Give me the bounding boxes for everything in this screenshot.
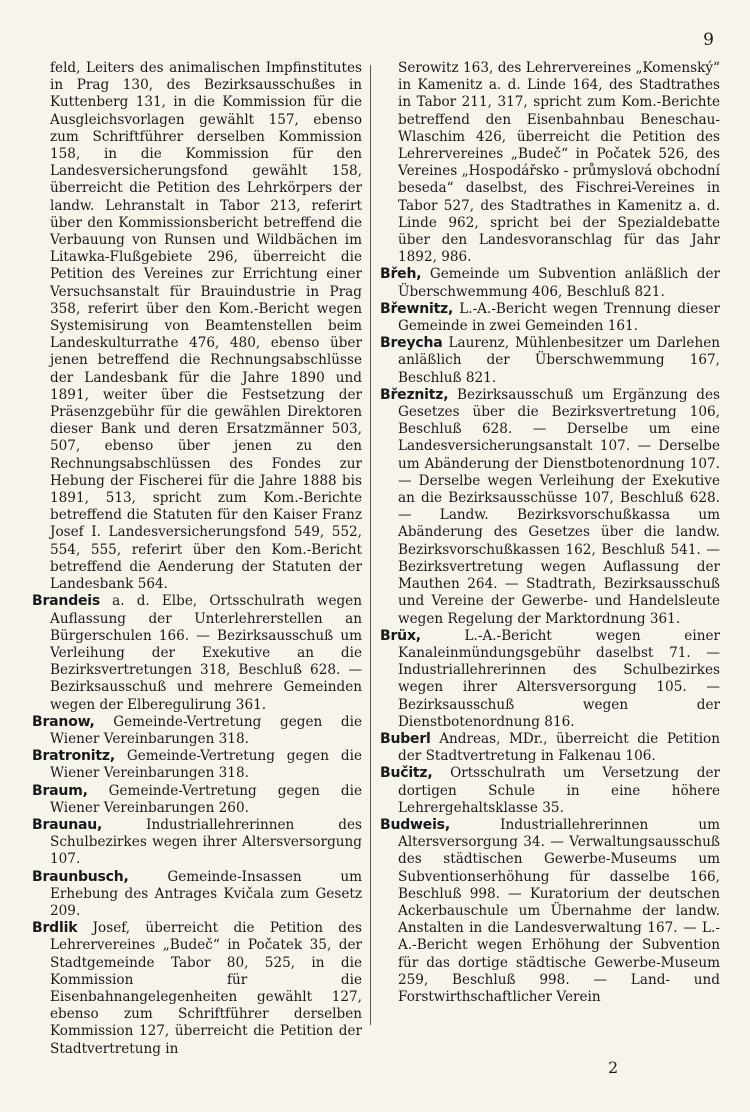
index-entry: [380, 335, 720, 387]
entry-text: Ortsschulrath um Versetzung der dortigen Schule in eine höhere Lehrergehaltsklasse 35.: [398, 765, 720, 816]
entry-text: Gemeinde um Subvention anläßlich der Überschwemmung 406, Beschluß 821.: [398, 266, 720, 300]
entry-heading: Bučitz,: [380, 765, 433, 782]
entry-heading: Březnitz,: [380, 386, 449, 403]
entry-heading: Brdlik: [32, 920, 78, 937]
entry-text: Industriallehrerinnen um Altersversorgung 34. — Verwaltungsausschuß des städtischen Gewerbe-Museums um Subventionserhöhung für dasselbe 166, Beschluß 998. — Kuratorium der deutschen Ackerbauschule um Übernahme der landw. Anstalten in die Landesverwaltung 167. — L.-A.-Bericht wegen Erhöhung der Subvention für das dortige städtische Gewerbe-Museum 259, Beschluß 998. — Land- und Forstwirthschaftlicher Verein: [398, 816, 720, 1005]
entry-heading: Braunau,: [32, 816, 103, 833]
entry-text: L.-A.-Bericht wegen einer Kanaleinmündungsgebühr daselbst 71. — Industriallehrerinnen des Schulbezirkes wegen ihrer Altersversorgung 105. — Bezirksausschuß wegen der Dienstbotenordnung 816.: [398, 627, 720, 730]
entry-heading: Braunbusch,: [32, 868, 129, 885]
index-entry: [32, 869, 362, 921]
entry-heading: Budweis,: [380, 816, 450, 833]
entry-heading: Břeh,: [380, 266, 422, 283]
index-entry: [380, 817, 720, 1006]
entry-text: Industriallehrerinnen des Schulbezirkes wegen ihrer Altersversorgung 107.: [50, 816, 362, 868]
continuation-entry: Serowitz 163, des Lehrervereines „Komenský“ in Kamenitz a. d. Linde 164, des Stadtrathes in Tabor 211, 317, spricht zum Kom.-Berichte betreffend den Eisenbahnbau Beneschau-Wlaschim 426, überreicht die Petition des Lehrervereines „Budeč“ in Počatek 526, des Vereines „Hospodářsko - průmyslová obchodní beseda“ daselbst, des Fischrei-Vereines in Tabor 527, des Stadtrathes in Kamenitz a. d. Linde 962, spricht bei der Spezialdebatte über den Landesvoranschlag für das Jahr 1892, 986.: [398, 60, 720, 266]
entry-heading: Buberl: [380, 730, 431, 747]
index-entry: [380, 266, 720, 300]
entry-text: Gemeinde-Insassen um Erhebung des Antrages Kvičala zum Gesetz 209.: [50, 868, 362, 919]
entry-text: Josef, überreicht die Petition des Lehrervereines „Budeč“ in Počatek 35, der Stadtgemeinde Tabor 80, 525, in die Kommission für die Eisenbahnangelegenheiten gewählt 127, ebenso zum Schriftführer derselben Kommission 127, überreicht die Petition der Stadtvertretung in: [50, 920, 362, 1057]
index-entry: [32, 714, 362, 748]
sheet-signature: 2: [608, 1058, 619, 1077]
index-entry: [380, 765, 720, 817]
index-entry: [380, 387, 720, 628]
entry-heading: Braum,: [32, 782, 88, 799]
right-column: [380, 60, 720, 1006]
index-entry: [32, 783, 362, 817]
index-entry: [380, 628, 720, 731]
entry-text: a. d. Elbe, Ortsschulrath wegen Auflassung der Unterlehrerstellen an Bürgerschulen 166. — Bezirksausschuß um Verleihung der Exekutive an die Bezirksvertretungen 318, Beschluß 628. — Bezirksausschuß und mehrere Gemeinden wegen der Elberegulirung 361.: [50, 593, 362, 713]
entry-heading: Branow,: [32, 713, 95, 730]
entry-text: Laurenz, Mühlenbesitzer um Darlehen anläßlich der Überschwemmung 167, Beschluß 821.: [398, 335, 720, 386]
entry-text: Gemeinde-Vertretung gegen die Wiener Vereinbarungen 318.: [50, 748, 362, 782]
index-entry: [32, 593, 362, 713]
index-entry: [32, 920, 362, 1058]
entry-text: Bezirksausschuß um Ergänzung des Gesetzes über die Bezirksvertretung 106, Beschluß 628. — Derselbe um eine Landesversicherungsanstalt 107. — Derselbe um Abänderung der Dienstbotenordnung 107. — Derselbe wegen Verleihung der Exekutive an die Bezirksausschüsse 107, Beschluß 628. — Landw. Bezirksvorschußkassa um Abänderung des Gesetzes über die landw. Bezirksvorschußkassen 162, Beschluß 541. — Bezirksvertretung wegen Auflassung der Mauthen 264. — Stadtrath, Bezirksausschuß und Vereine der Gewerbe- und Handelsleute wegen Regelung der Marktordnung 361.: [398, 386, 720, 627]
index-entry: [32, 748, 362, 782]
entry-heading: Břewnitz,: [380, 300, 454, 317]
entry-text: Gemeinde-Vertretung gegen die Wiener Vereinbarungen 260.: [50, 782, 362, 816]
entry-heading: Bratronitz,: [32, 748, 115, 765]
index-entry: [32, 817, 362, 869]
entry-heading: Brüx,: [380, 627, 421, 644]
column-divider: [370, 65, 371, 1025]
index-entry: [380, 301, 720, 335]
entry-text: L.-A.-Bericht wegen Trennung dieser Gemeinde in zwei Gemeinden 161.: [398, 300, 720, 335]
index-entry: [380, 731, 720, 765]
entry-text: Gemeinde-Vertretung gegen die Wiener Vereinbarungen 318.: [50, 713, 362, 747]
left-column: [32, 60, 362, 1058]
page-number: 9: [703, 30, 714, 50]
continuation-entry: feld, Leiters des animalischen Impfinstitutes in Prag 130, des Bezirksausschußes in Kuttenberg 131, in die Kommission für die Ausgleichsvorlagen gewählt 157, ebenso zum Schriftführer derselben Kommission 158, in die Kommission für den Landesversicherungsfond gewählt 158, überreicht die Petition des Lehrkörpers der landw. Lehranstalt in Tabor 213, referirt über den Kommissionsbericht betreffend die Verbauung von Runsen und Wildbächen im Litawka-Flußgebiete 296, überreicht die Petition des Vereines zur Errichtung einer Versuchsanstalt für Brauindustrie in Prag 358, referirt über den Kom.-Bericht wegen Systemisirung von Beamtenstellen beim Landeskulturrathe 476, 480, ebenso über jenen betreffend die Rechnungsabschlüsse der Landesbank für die Jahre 1890 und 1891, weiter über die Festsetzung der Präsenzgebühr für die gewählen Direktoren dieser Bank und deren Ersatzmänner 503, 507, ebenso über jenen zu den Rechnungsabschlüssen des Fondes zur Hebung der Fischerei für die Jahre 1888 bis 1891, 513, spricht zum Kom.-Berichte betreffend die Statuten für den Kaiser Franz Josef I. Landesversicherungsfond 549, 552, 554, 555, referirt über den Kom.-Bericht betreffend die Aenderung der Statuten der Landesbank 564.: [50, 60, 362, 593]
entry-text: Andreas, MDr., überreicht die Petition der Stadtvertretung in Falkenau 106.: [398, 730, 720, 765]
entry-heading: Breycha: [380, 335, 443, 352]
entry-heading: Brandeis: [32, 593, 101, 610]
